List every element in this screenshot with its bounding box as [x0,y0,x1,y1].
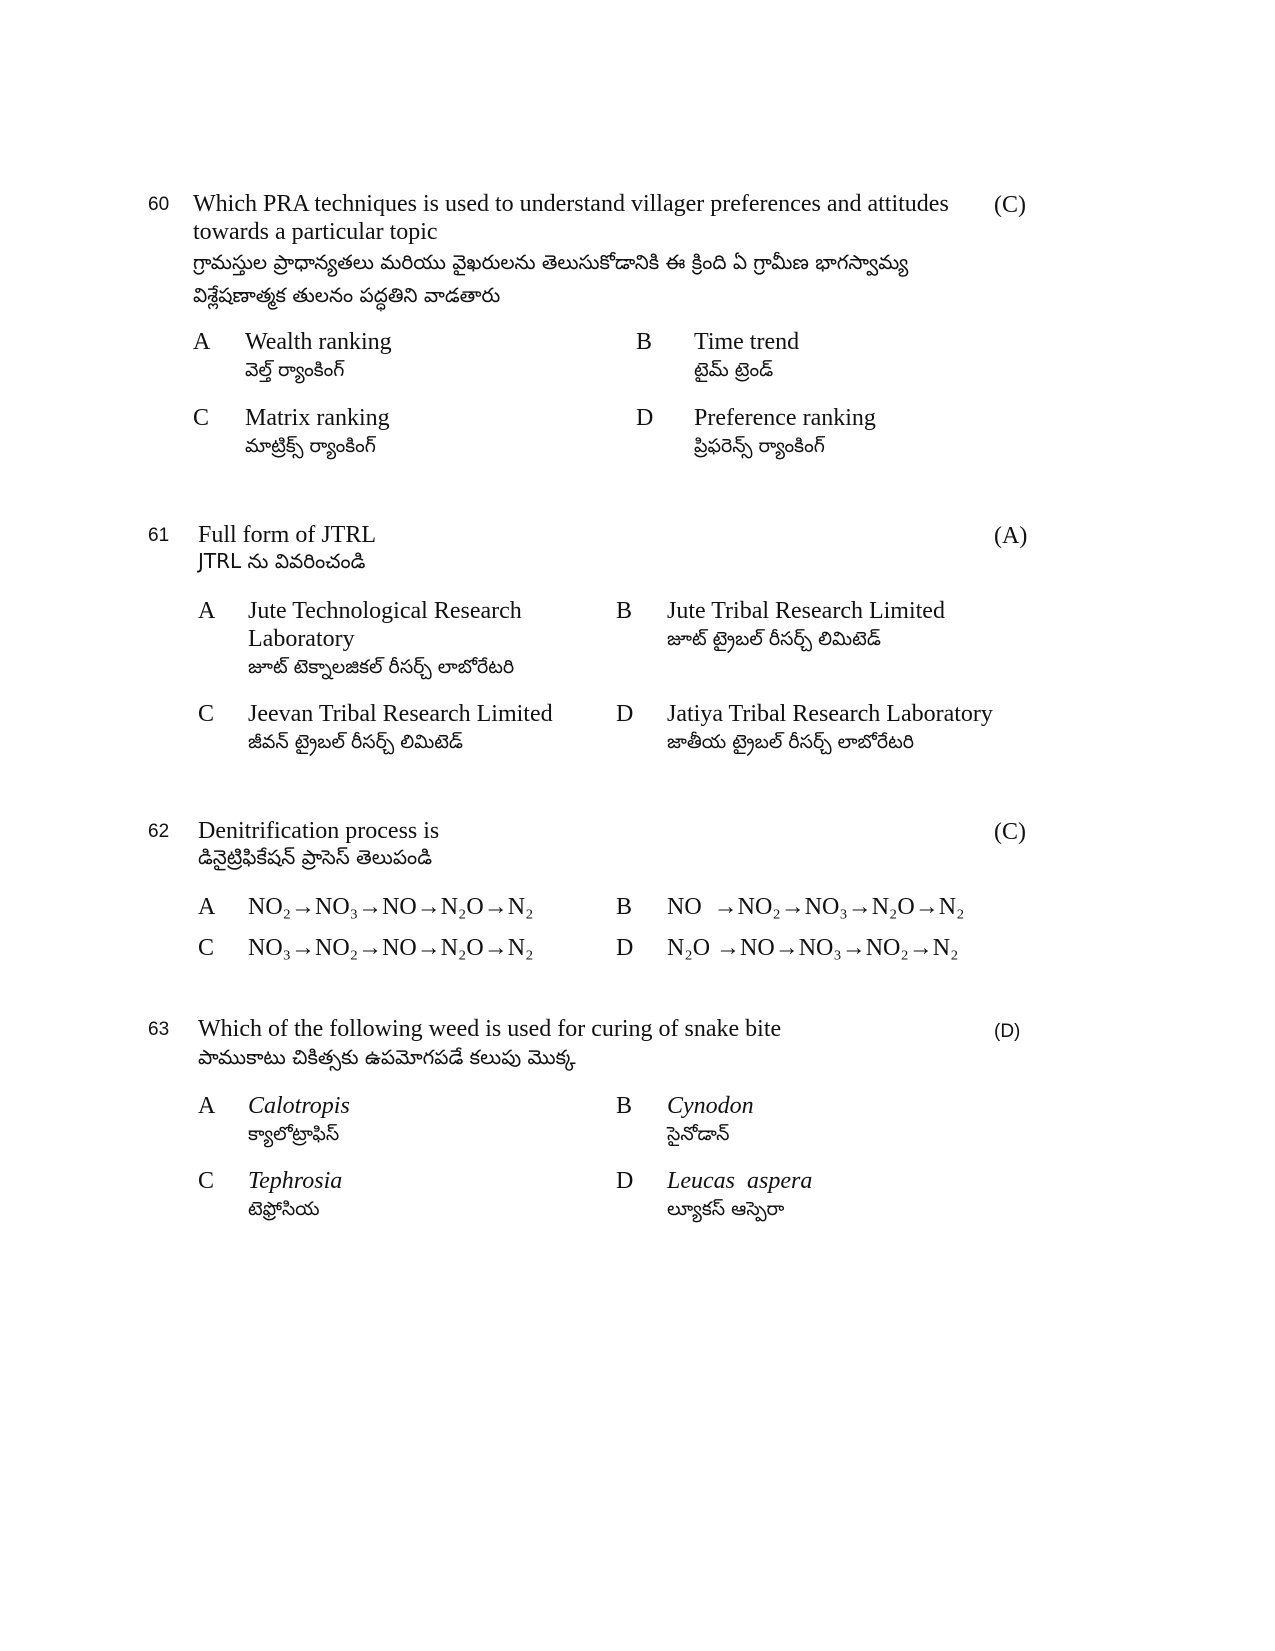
option-letter: B [636,329,653,355]
answer-key: (A) [994,523,1028,549]
option-text-te: వెల్త్ ర్యాంకింగ్ [245,359,345,381]
answer-key: (C) [994,819,1026,845]
option-text-en: Time trend [694,329,800,355]
option-text-te: జూట్ ట్రైబల్ రీసర్చ్ లిమిటెడ్ [667,628,881,650]
option-letter: D [616,1168,634,1194]
option-text-te: ల్యూకస్ ఆస్పెరా [667,1198,785,1220]
option-text-en: Calotropis [248,1093,350,1119]
option-text-en: Wealth ranking [245,329,392,355]
option-letter: C [198,935,215,961]
option-letter: D [616,701,634,727]
option-text-te: సైనోడాన్ [667,1123,730,1145]
option-text-en: Jute Technological Research Laboratory [248,598,522,652]
option-letter: C [198,701,215,727]
option-text-te: క్యాలోట్రాఫిస్ [248,1123,340,1145]
question-number: 60 [148,194,170,215]
question-number: 62 [148,821,170,842]
option-text-te: టెఫ్రోసియ [248,1198,320,1220]
question-text-en: Which PRA techniques is used to understand villager preferences and attitudes towards a particular topic [193,191,949,245]
question-text-te: JTRL ను వివరించండి [198,549,366,573]
question-number: 61 [148,525,170,546]
option-text-en: Tephrosia [248,1168,343,1194]
option-letter: C [193,405,210,431]
option-text-te: మాట్రిక్స్ ర్యాంకింగ్ [245,435,376,457]
question-text-te: పాముకాటు చికిత్సకు ఉపమోగపడే కలుపు మొక్క [198,1045,576,1069]
option-letter: A [198,894,216,920]
option-letter: A [193,329,211,355]
option-text-en: NO₂→NO₃→NO→N₂O→N₂ [248,894,534,920]
option-text-te: జీవన్ ట్రైబల్ రీసర్చ్ లిమిటెడ్ [248,731,463,753]
option-text-en: NO₃→NO₂→NO→N₂O→N₂ [248,935,534,961]
answer-key: (C) [994,192,1026,218]
option-text-en: Jeevan Tribal Research Limited [248,701,553,727]
question-number: 63 [148,1019,170,1040]
option-letter: A [198,1093,216,1119]
question-text-te: గ్రామస్తుల ప్రాధాన్యతలు మరియు వైఖరులను తెలుసుకోడానికి ఈ క్రింది ఏ గ్రామీణ భాగస్వామ్య విశ్లేషణాత్మక తులనం పద్ధతిని వాడతారు [193,250,909,307]
option-text-en: Jute Tribal Research Limited [667,598,945,624]
answer-key: (D) [994,1021,1021,1042]
option-text-en: Cynodon [667,1093,754,1119]
option-text-te: జాతీయ ట్రైబల్ రీసర్చ్ లాబోరేటరి [667,731,915,753]
option-letter: B [616,1093,633,1119]
option-letter: B [616,598,633,624]
option-letter: D [616,935,634,961]
option-text-en: Leucas aspera [667,1168,813,1194]
question-text-en: Denitrification process is [198,818,440,844]
question-text-te: డినైట్రిఫికేషన్ ప్రాసెస్ తెలుపండి [198,845,432,869]
question-text-en: Full form of JTRL [198,522,376,548]
option-text-en: Jatiya Tribal Research Laboratory [667,701,993,727]
option-text-en: Preference ranking [694,405,876,431]
option-text-en: N₂O →NO→NO₃→NO₂→N₂ [667,935,959,961]
option-letter: A [198,598,216,624]
option-letter: B [616,894,633,920]
option-letter: C [198,1168,215,1194]
option-text-en: Matrix ranking [245,405,390,431]
option-text-te: ప్రిఫరెన్స్ ర్యాంకింగ్ [694,435,825,457]
option-text-te: జూట్ టెక్నాలజికల్ రీసర్చ్ లాబోరేటరి [248,656,515,678]
option-letter: D [636,405,654,431]
question-text-en: Which of the following weed is used for curing of snake bite [198,1016,782,1042]
option-text-te: టైమ్ ట్రెండ్ [694,359,774,381]
option-text-en: NO →NO₂→NO₃→N₂O→N₂ [667,894,965,920]
